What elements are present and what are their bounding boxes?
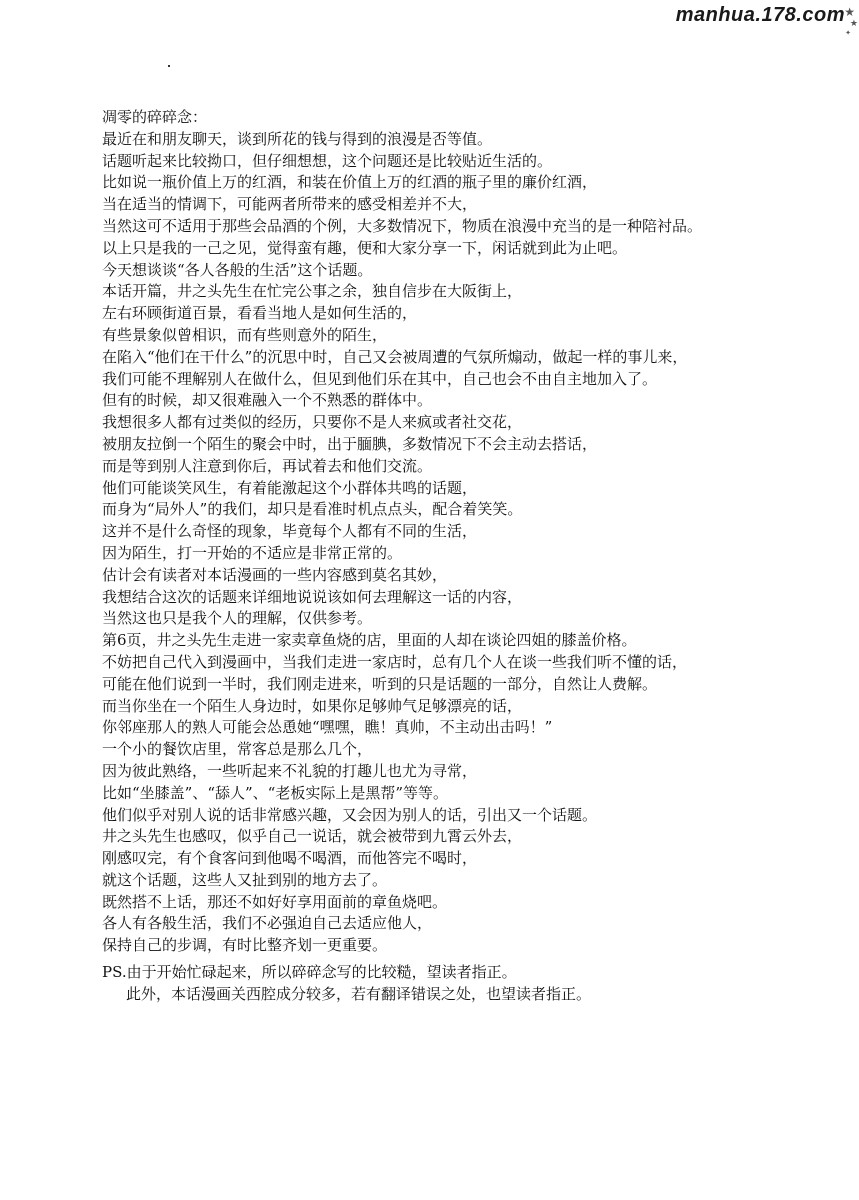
notes-heading: 凋零的碎碎念： xyxy=(102,108,208,126)
text-line: 而是等到别人注意到你后，再试着去和他们交流。 xyxy=(102,456,433,475)
text-line: 以上只是我的一己之见，觉得蛮有趣，便和大家分享一下，闲话就到此为止吧。 xyxy=(102,238,628,257)
text-line: 当然这可不适用于那些会品酒的个例，大多数情况下，物质在浪漫中充当的是一种陪衬品。 xyxy=(102,216,703,235)
text-line: 在陷入“他们在干什么”的沉思中时，自己又会被周遭的气氛所煽动，做起一样的事儿来， xyxy=(102,347,688,366)
text-line: 我想很多人都有过类似的经历，只要你不是人来疯或者社交花， xyxy=(102,413,523,432)
text-line: 而身为“局外人”的我们，却只是看准时机点点头，配合着笑笑。 xyxy=(102,500,523,519)
translator-notes xyxy=(102,107,842,957)
text-line: 因为陌生，打一开始的不适应是非常正常的。 xyxy=(102,543,403,562)
text-line: 可能在他们说到一半时，我们刚走进来，听到的只是话题的一部分，自然让人费解。 xyxy=(102,674,658,693)
text-line: 而当你坐在一个陌生人身边时，如果你足够帅气足够漂亮的话， xyxy=(102,696,523,715)
star-icon: ★ xyxy=(844,5,855,19)
text-line: 既然搭不上话，那还不如好好享用面前的章鱼烧吧。 xyxy=(102,892,448,911)
text-line: 左右环顾街道百景，看看当地人是如何生活的， xyxy=(102,304,418,323)
star-icon: ★ xyxy=(849,19,858,29)
ps-line: 此外，本话漫画关西腔成分较多，若有翻译错误之处，也望读者指正。 xyxy=(126,984,592,1003)
text-line: 比如说一瓶价值上万的红酒，和装在价值上万的红酒的瓶子里的廉价红酒， xyxy=(102,173,598,192)
text-line: 各人有各般生活，我们不必强迫自己去适应他人， xyxy=(102,914,433,933)
ps-line: PS.由于开始忙碌起来，所以碎碎念写的比较糙，望读者指正。 xyxy=(102,963,517,981)
text-line: 你邻座那人的熟人可能会怂恿她“嘿嘿，瞧！真帅，不主动出击吗！” xyxy=(102,718,553,737)
text-line: 这并不是什么奇怪的现象，毕竟每个人都有不同的生活， xyxy=(102,522,478,541)
text-line: 一个小的餐饮店里，常客总是那么几个， xyxy=(102,740,373,759)
text-line: 保持自己的步调，有时比整齐划一更重要。 xyxy=(102,936,388,955)
text-line: 井之头先生也感叹，似乎自己一说话，就会被带到九霄云外去， xyxy=(102,827,523,846)
text-line: 就这个话题，这些人又扯到别的地方去了。 xyxy=(102,870,388,889)
text-line: 他们可能谈笑风生，有着能激起这个小群体共鸣的话题， xyxy=(102,478,478,497)
star-icon: ✦ xyxy=(845,29,851,37)
text-line: 但有的时候，却又很难融入一个不熟悉的群体中。 xyxy=(102,391,433,410)
text-line: 话题听起来比较拗口，但仔细想想，这个问题还是比较贴近生活的。 xyxy=(102,151,553,170)
text-line: 本话开篇，井之头先生在忙完公事之余，独自信步在大阪街上， xyxy=(102,282,523,301)
text-line: 比如“坐膝盖”、“舔人”、“老板实际上是黑帮”等等。 xyxy=(102,783,449,802)
postscript xyxy=(102,962,842,1006)
text-line: 第6页，井之头先生走进一家卖章鱼烧的店，里面的人却在谈论四姐的膝盖价格。 xyxy=(102,631,637,650)
site-watermark: manhua.178.com xyxy=(675,4,845,26)
text-line: 被朋友拉倒一个陌生的聚会中时，出于腼腆，多数情况下不会主动去搭话， xyxy=(102,434,598,453)
text-line: 当然这也只是我个人的理解，仅供参考。 xyxy=(102,609,373,628)
text-line: 估计会有读者对本话漫画的一些内容感到莫名其妙， xyxy=(102,565,448,584)
text-line: 我们可能不理解别人在做什么，但见到他们乐在其中，自己也会不由自主地加入了。 xyxy=(102,369,658,388)
text-line: 当在适当的情调下，可能两者所带来的感受相差并不大， xyxy=(102,195,478,214)
text-line: 不妨把自己代入到漫画中，当我们走进一家店时，总有几个人在谈一些我们听不懂的话， xyxy=(102,652,688,671)
text-line: 最近在和朋友聊天，谈到所花的钱与得到的浪漫是否等值。 xyxy=(102,129,493,148)
stray-dot xyxy=(168,65,170,67)
text-line: 有些景象似曾相识，而有些则意外的陌生， xyxy=(102,325,388,344)
text-line: 他们似乎对别人说的话非常感兴趣，又会因为别人的话，引出又一个话题。 xyxy=(102,805,598,824)
text-line: 刚感叹完，有个食客问到他喝不喝酒，而他答完不喝时， xyxy=(102,849,478,868)
text-line: 今天想谈谈“各人各般的生活”这个话题。 xyxy=(102,260,373,279)
text-line: 因为彼此熟络，一些听起来不礼貌的打趣儿也尤为寻常， xyxy=(102,761,478,780)
text-line: 我想结合这次的话题来详细地说说该如何去理解这一话的内容， xyxy=(102,587,523,606)
